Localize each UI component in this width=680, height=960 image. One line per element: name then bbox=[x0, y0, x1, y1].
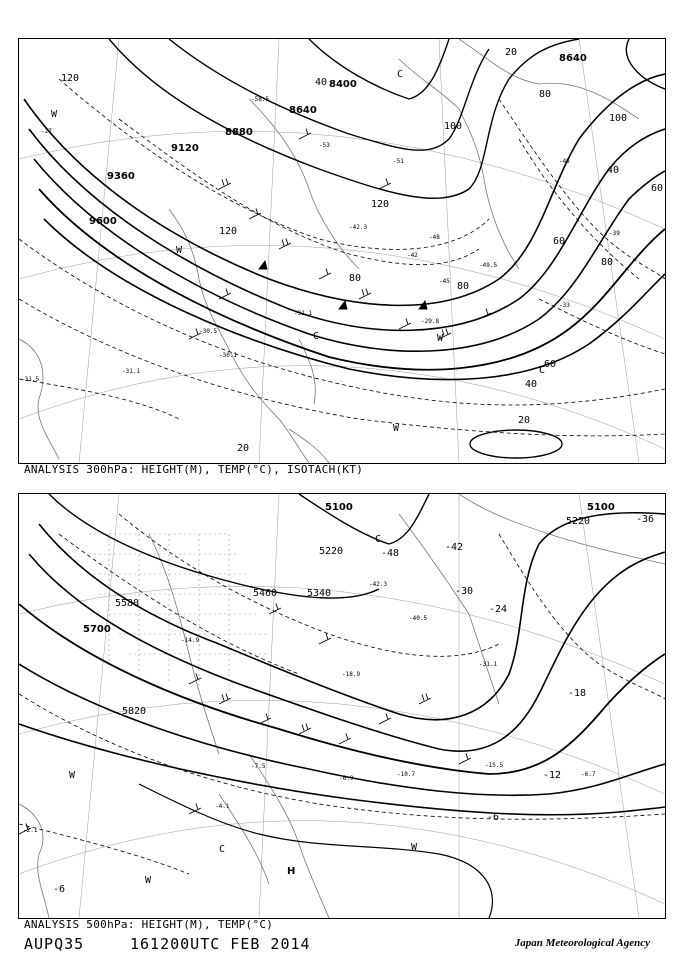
height-label: 8880 bbox=[225, 127, 253, 138]
temp-label: -31.5 bbox=[21, 376, 40, 383]
lower-coastlines bbox=[19, 494, 665, 918]
isotach-label: 80 bbox=[457, 281, 470, 292]
isotach-label: 40 bbox=[607, 165, 620, 176]
warm-mark: W bbox=[69, 770, 76, 781]
isotach-label: 120 bbox=[371, 199, 390, 210]
height-label: 5340 bbox=[307, 588, 332, 599]
isotherm-label: -42 bbox=[445, 542, 464, 553]
temp-label: -39 bbox=[609, 230, 620, 237]
valid-time: 161200UTC FEB 2014 bbox=[130, 935, 311, 953]
upper-grid bbox=[19, 39, 665, 463]
temp-label: -42.3 bbox=[369, 581, 388, 588]
isotach-label: 100 bbox=[609, 113, 628, 124]
lower-grid bbox=[19, 494, 665, 918]
height-label: 5220 bbox=[566, 516, 591, 527]
lower-height-contours bbox=[19, 494, 665, 918]
temp-label: -31.1 bbox=[294, 310, 313, 317]
height-label: 9120 bbox=[171, 143, 199, 154]
lower-500hpa-chart bbox=[18, 493, 666, 919]
temp-label: -15.5 bbox=[485, 762, 504, 769]
temp-label: -48 bbox=[429, 234, 440, 241]
isotach-label: 80 bbox=[349, 273, 362, 284]
isotach-label: 40 bbox=[525, 379, 538, 390]
temp-label: -45 bbox=[559, 158, 570, 165]
upper-300hpa-chart bbox=[18, 38, 666, 464]
cold-mark: C bbox=[375, 534, 382, 545]
isotherm-label: -12 bbox=[543, 770, 562, 781]
high-mark: H bbox=[287, 866, 296, 877]
isotherm-label: -18 bbox=[568, 688, 587, 699]
temp-label: -10.7 bbox=[397, 771, 416, 778]
warm-mark: W bbox=[51, 109, 58, 120]
cold-mark: C bbox=[219, 844, 226, 855]
height-label: 8400 bbox=[329, 79, 357, 90]
height-label: 9360 bbox=[107, 171, 135, 182]
temp-label: -6.7 bbox=[581, 771, 596, 778]
warm-mark: W bbox=[145, 875, 152, 886]
temp-label: -31.1 bbox=[122, 368, 141, 375]
upper-chart-caption: ANALYSIS 300hPa: HEIGHT(M), TEMP(°C), ISOTACH(KT) bbox=[24, 463, 364, 476]
isotach-label: 80 bbox=[539, 89, 552, 100]
temp-label: -30.1 bbox=[219, 352, 238, 359]
height-label: 9600 bbox=[89, 216, 117, 227]
height-label: 5220 bbox=[319, 546, 344, 557]
temp-label: -4.1 bbox=[215, 803, 230, 810]
temp-label: -42.3 bbox=[349, 224, 368, 231]
temp-label: -40.5 bbox=[409, 615, 428, 622]
height-label: 5100 bbox=[587, 502, 615, 513]
cold-mark: C bbox=[313, 331, 320, 342]
height-label: 5820 bbox=[122, 706, 147, 717]
cold-mark: C bbox=[539, 365, 546, 376]
temp-label: -45 bbox=[439, 278, 450, 285]
isotherm-label: -36 bbox=[636, 514, 655, 525]
temp-label: -29.8 bbox=[421, 318, 440, 325]
temp-label: -7.5 bbox=[251, 763, 266, 770]
isotach-label: 80 bbox=[601, 257, 614, 268]
temp-label: -42 bbox=[407, 252, 418, 259]
isotherm-label: -48 bbox=[381, 548, 400, 559]
height-label: 5100 bbox=[325, 502, 353, 513]
temp-label: -33 bbox=[559, 302, 570, 309]
warm-mark: W bbox=[176, 245, 183, 256]
temp-label: -2.1 bbox=[23, 827, 38, 834]
isotherm-label: -24 bbox=[489, 604, 508, 615]
isotach-label: 40 bbox=[315, 77, 328, 88]
isotach-label: 60 bbox=[544, 359, 557, 370]
temp-label: -18.9 bbox=[342, 671, 361, 678]
isotach-label: 60 bbox=[553, 236, 566, 247]
cold-mark: C bbox=[397, 69, 404, 80]
isotach-label: 120 bbox=[219, 226, 238, 237]
height-label: 5460 bbox=[253, 588, 278, 599]
warm-mark: W bbox=[393, 423, 400, 434]
upper-height-contours bbox=[24, 39, 665, 458]
isotach-label: 20 bbox=[505, 47, 518, 58]
isotach-label: 100 bbox=[444, 121, 463, 132]
temp-label: -53 bbox=[319, 142, 330, 149]
warm-mark: W bbox=[411, 842, 418, 853]
isotherm-label: -6 bbox=[53, 884, 66, 895]
isotach-label: 20 bbox=[237, 443, 250, 454]
isotherm-label: -30 bbox=[455, 586, 474, 597]
temp-label: -31.1 bbox=[479, 661, 498, 668]
temp-label: -14.9 bbox=[181, 637, 200, 644]
agency-credit: Japan Meteorological Agency bbox=[514, 937, 650, 949]
lower-chart-canvas bbox=[19, 494, 665, 918]
warm-mark: W bbox=[437, 333, 444, 344]
lower-chart-caption: ANALYSIS 500hPa: HEIGHT(M), TEMP(°C) bbox=[24, 918, 274, 931]
isotach-label: 20 bbox=[518, 415, 531, 426]
temp-label: -6.9 bbox=[339, 775, 354, 782]
isotach-label: 120 bbox=[61, 73, 80, 84]
temp-label: -27 bbox=[41, 128, 52, 135]
height-label: 8640 bbox=[559, 53, 587, 64]
upper-coastlines bbox=[19, 39, 639, 463]
height-label: 8640 bbox=[289, 105, 317, 116]
chart-id: AUPQ35 bbox=[24, 935, 85, 953]
upper-chart-canvas bbox=[19, 39, 665, 463]
temp-label: -58.5 bbox=[251, 96, 270, 103]
lower-hatching bbox=[89, 534, 269, 694]
isotach-label: 60 bbox=[651, 183, 664, 194]
isotherm-label: -6 bbox=[487, 812, 500, 823]
height-label: 5700 bbox=[83, 624, 111, 635]
temp-label: -49.5 bbox=[479, 262, 498, 269]
temp-label: -30.5 bbox=[199, 328, 218, 335]
temp-label: -51 bbox=[393, 158, 404, 165]
height-label: 5580 bbox=[115, 598, 140, 609]
